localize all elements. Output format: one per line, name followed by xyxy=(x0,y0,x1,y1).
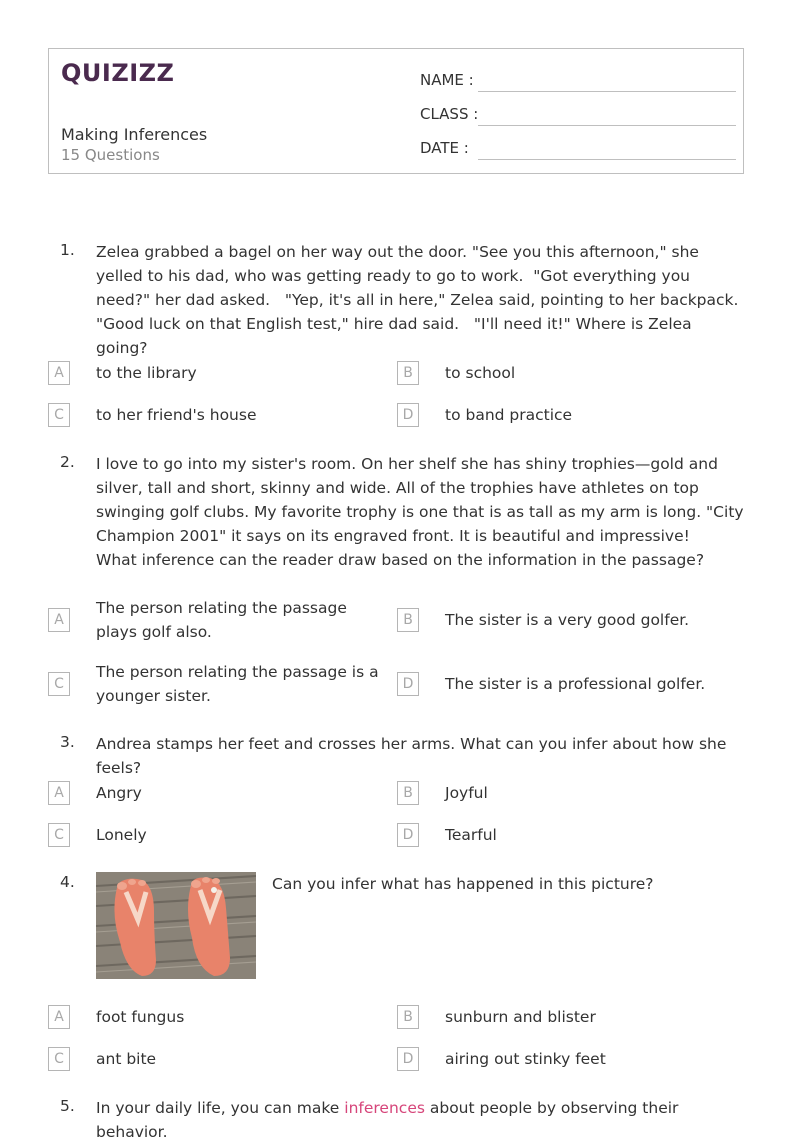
option-text: Lonely xyxy=(96,826,147,844)
question-number: 3. xyxy=(60,733,75,751)
option-letter-box: A xyxy=(48,361,70,385)
option-text: The person relating the passage is a younger sister. xyxy=(96,663,379,705)
option-letter-box: D xyxy=(397,823,419,847)
option-letter-box: B xyxy=(397,781,419,805)
question-text: Andrea stamps her feet and crosses her arms. What can you infer about how she feels? xyxy=(96,735,732,777)
question-text: Zelea grabbed a bagel on her way out the door. "See you this afternoon," she yelled to his dad, who was getting ready to go to work. "Got everything you need?" her dad asked. "Yep, it's all in here," Zelea said, pointing to her backpack. "Good luck on that English test," hire dad said. "I'll need it!" Where is Zelea going? xyxy=(96,243,754,357)
option-letter-box: B xyxy=(397,608,419,632)
option-text: to band practice xyxy=(445,406,573,424)
name-line[interactable] xyxy=(478,91,736,92)
option-text: ant bite xyxy=(96,1050,157,1068)
name-field[interactable] xyxy=(420,67,736,91)
question-text-after: about people by observing their behavior. xyxy=(96,1099,684,1141)
option-letter-box: C xyxy=(48,823,70,847)
highlighted-term-inferences: inferences xyxy=(344,1099,425,1117)
question-text-before: In your daily life, you can make xyxy=(96,1099,345,1117)
option-letter-box: A xyxy=(48,608,70,632)
option-letter-box: C xyxy=(48,1047,70,1071)
sunburned-feet-image xyxy=(96,872,256,979)
option-text: to the library xyxy=(96,364,197,382)
option-letter-box: D xyxy=(397,672,419,696)
class-field[interactable] xyxy=(420,101,736,125)
question-text: I love to go into my sister's room. On her shelf she has shiny trophies—gold and silver, tall and short, skinny and wide. All of the trophies have athletes on top swinging golf clubs. My favorite trophy is one that is as tall as my arm is long. "City Champion 2001" it says on its engraved front. It is beautiful and impressive! What inference can the reader draw based on the information in the passage? xyxy=(96,455,744,569)
name-label: NAME : xyxy=(420,71,474,89)
option-text: Tearful xyxy=(445,826,497,844)
date-line[interactable] xyxy=(478,159,736,160)
option-text: The sister is a very good golfer. xyxy=(445,611,690,629)
question-number: 4. xyxy=(60,873,75,891)
question-text: Can you infer what has happened in this picture? xyxy=(272,875,654,893)
question-number: 5. xyxy=(60,1097,75,1115)
option-text: The person relating the passage plays golf also. xyxy=(96,599,347,641)
worksheet-title: Making Inferences xyxy=(61,125,208,144)
question-number: 2. xyxy=(60,453,75,471)
option-text: Angry xyxy=(96,784,142,802)
option-text: foot fungus xyxy=(96,1008,185,1026)
class-line[interactable] xyxy=(478,125,736,126)
option-text: sunburn and blister xyxy=(445,1008,596,1026)
option-text: to school xyxy=(445,364,516,382)
option-letter-box: C xyxy=(48,672,70,696)
date-field[interactable] xyxy=(420,135,736,159)
option-letter-box: D xyxy=(397,1047,419,1071)
quizizz-logo: QUIZIZZ xyxy=(61,59,175,87)
option-text: Joyful xyxy=(445,784,488,802)
option-text: to her friend's house xyxy=(96,406,257,424)
option-letter-box: B xyxy=(397,1005,419,1029)
option-text: The sister is a professional golfer. xyxy=(445,675,706,693)
option-letter-box: B xyxy=(397,361,419,385)
feet-photo-illustration xyxy=(96,872,256,979)
option-text: airing out stinky feet xyxy=(445,1050,606,1068)
option-letter-box: C xyxy=(48,403,70,427)
question-number: 1. xyxy=(60,241,75,259)
question-count: 15 Questions xyxy=(61,146,160,164)
option-letter-box: A xyxy=(48,781,70,805)
class-label: CLASS : xyxy=(420,105,479,123)
date-label: DATE : xyxy=(420,139,469,157)
question-text xyxy=(96,1096,748,1144)
option-letter-box: A xyxy=(48,1005,70,1029)
option-letter-box: D xyxy=(397,403,419,427)
worksheet-header xyxy=(48,48,744,174)
